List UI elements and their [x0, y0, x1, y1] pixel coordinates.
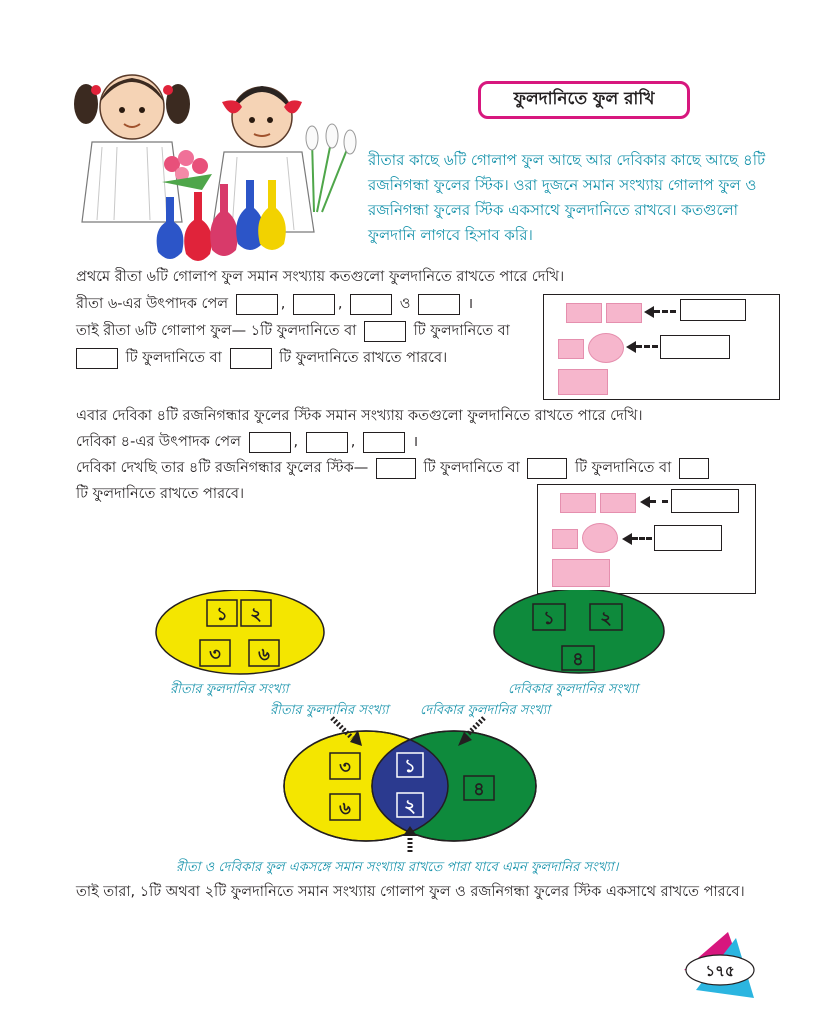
- diagram-pink-box: [558, 369, 608, 395]
- rita-diagram-answer-box-1[interactable]: [680, 299, 746, 321]
- debika-diagram-answer-box-1[interactable]: [671, 489, 739, 513]
- diagram-pink-box: [606, 303, 642, 323]
- arrow-line: [654, 310, 676, 313]
- svg-text:৪: ৪: [572, 649, 584, 670]
- diagram-pink-circle: [582, 523, 618, 553]
- conclusion-paragraph: তাই তারা, ১টি অথবা ২টি ফুলদানিতে সমান সংখ্যায় গোলাপ ফুল ও রজনিগন্ধা ফুলের স্টিক একসাথে রাখতে পারবে।: [76, 884, 745, 900]
- debika-line-3: দেবিকা দেখছি তার ৪টি রজনিগন্ধার ফুলের স্টিক— টি ফুলদানিতে বা টি ফুলদানিতে বা: [76, 457, 712, 479]
- arrow-icon: [626, 341, 636, 353]
- svg-text:২: ২: [250, 604, 262, 625]
- page-number: ১৭৫: [705, 962, 735, 980]
- rita-line-3: তাই রীতা ৬টি গোলাপ ফুল— ১টি ফুলদানিতে বা টি ফুলদানিতে বা: [76, 320, 510, 342]
- diagram-pink-box: [552, 559, 610, 587]
- svg-text:৩: ৩: [339, 757, 351, 778]
- rita-vase-box-1[interactable]: [364, 321, 406, 342]
- svg-text:৬: ৬: [258, 644, 270, 665]
- venn-right-label: দেবিকার ফুলদানির সংখ্যা: [420, 703, 551, 718]
- svg-text:২: ২: [600, 608, 612, 629]
- debika-line-1: এবার দেবিকা ৪টি রজনিগন্ধার ফুলের স্টিক সমান সংখ্যায় কতগুলো ফুলদানিতে রাখতে পারে দেখি।: [76, 408, 643, 424]
- debika-factor-box-2[interactable]: [306, 432, 348, 453]
- arrow-line: [632, 537, 652, 540]
- debika-vase-box-1[interactable]: [376, 458, 416, 479]
- arrow-icon: [644, 306, 654, 318]
- svg-text:৪: ৪: [473, 779, 485, 800]
- rita-line-1: প্রথমে রীতা ৬টি গোলাপ ফুল সমান সংখ্যায় কতগুলো ফুলদানিতে রাখতে পারে দেখি।: [76, 269, 565, 285]
- intro-paragraph: রীতার কাছে ৬টি গোলাপ ফুল আছে আর দেবিকার কাছে আছে ৪টি রজনিগন্ধা ফুলের স্টিক। ওরা দুজনে সমান সংখ্যায় গোলাপ ফুল ও রজনিগন্ধা ফুলের স্টিক একসাথে ফুলদানিতে রাখবে। কতগুলো ফুলদানি লাগবে হিসাব করি।: [368, 151, 766, 244]
- debika-factor-diagram: [537, 484, 756, 594]
- rita-factors-label: রীতা ৬-এর উৎপাদক পেল: [76, 296, 229, 312]
- sets-diagram: [0, 590, 825, 860]
- rita-factor-box-3[interactable]: [350, 294, 392, 315]
- rita-factor-diagram: [543, 294, 780, 400]
- arrow-icon: [640, 496, 650, 508]
- venn-left-label: রীতার ফুলদানির সংখ্যা: [270, 703, 389, 718]
- svg-text:২: ২: [404, 796, 416, 817]
- svg-text:৬: ৬: [339, 798, 351, 819]
- debika-vase-box-2[interactable]: [527, 458, 567, 479]
- rita-diagram-answer-box-2[interactable]: [660, 335, 730, 359]
- children-illustration: [62, 62, 362, 272]
- rita-factor-box-1[interactable]: [236, 294, 278, 315]
- arrow-line: [650, 500, 668, 503]
- debika-set-caption: দেবিকার ফুলদানির সংখ্যা: [508, 682, 639, 697]
- rita-factor-box-4[interactable]: [418, 294, 460, 315]
- rita-vase-box-3[interactable]: [230, 348, 272, 369]
- diagram-pink-circle: [588, 333, 624, 363]
- rita-line-2: রীতা ৬-এর উৎপাদক পেল , , ও ।: [76, 293, 473, 315]
- svg-text:৩: ৩: [209, 644, 221, 665]
- debika-line-4: টি ফুলদানিতে রাখতে পারবে।: [76, 486, 245, 502]
- debika-vase-box-3[interactable]: [679, 458, 709, 479]
- diagram-pink-box: [566, 303, 602, 323]
- debika-line-2: দেবিকা ৪-এর উৎপাদক পেল , , ।: [76, 431, 418, 453]
- rita-set-caption: রীতার ফুলদানির সংখ্যা: [170, 682, 289, 697]
- debika-factor-box-1[interactable]: [249, 432, 291, 453]
- arrow-icon: [622, 533, 632, 545]
- venn-bottom-caption: রীতা ও দেবিকার ফুল একসঙ্গে সমান সংখ্যায় রাখতে পারা যাবে এমন ফুলদানির সংখ্যা।: [176, 860, 619, 875]
- svg-text:১: ১: [543, 608, 555, 629]
- svg-text:১: ১: [216, 604, 228, 625]
- svg-text:১: ১: [404, 756, 416, 777]
- rita-set-ellipse: [156, 590, 324, 674]
- arrow-line: [636, 345, 658, 348]
- diagram-pink-box: [552, 529, 578, 549]
- diagram-pink-box: [600, 493, 636, 513]
- diagram-pink-box: [560, 493, 596, 513]
- rita-line-4: টি ফুলদানিতে বা টি ফুলদানিতে রাখতে পারবে।: [76, 347, 447, 369]
- page-title: ফুলদানিতে ফুল রাখি: [478, 81, 690, 119]
- debika-diagram-answer-box-2[interactable]: [654, 525, 722, 551]
- rita-factor-box-2[interactable]: [293, 294, 335, 315]
- debika-factor-box-3[interactable]: [363, 432, 405, 453]
- diagram-pink-box: [558, 339, 584, 359]
- rita-vase-box-2[interactable]: [76, 348, 118, 369]
